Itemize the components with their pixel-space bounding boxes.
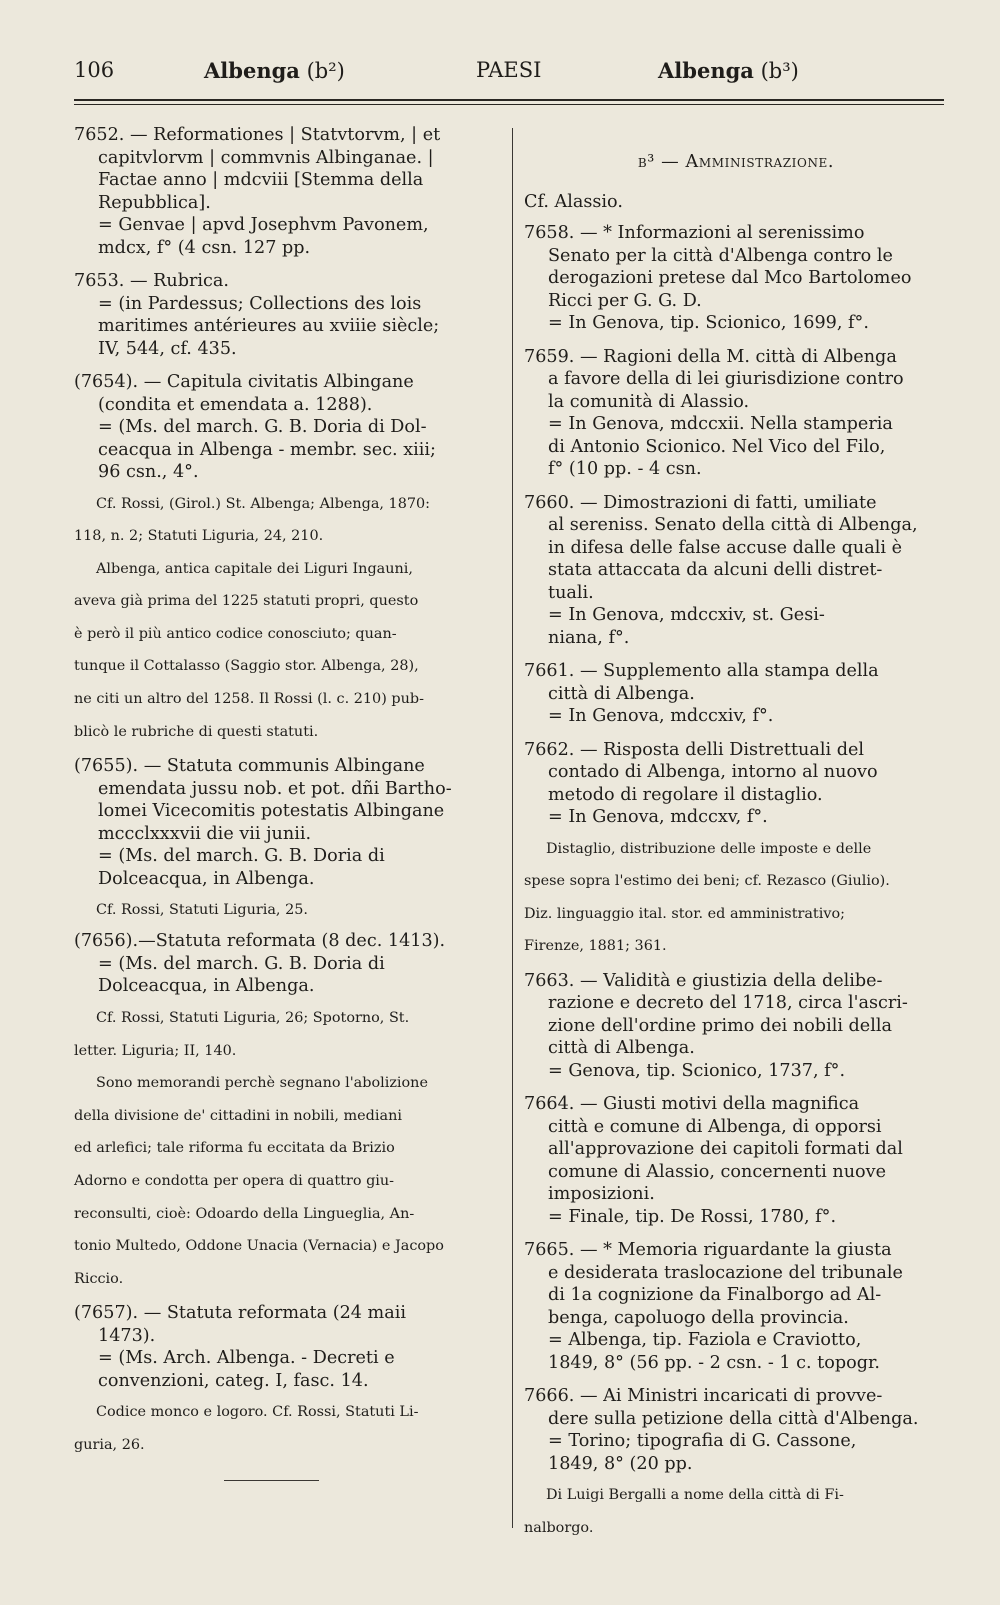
text-line: letter. Liguria; II, 140. bbox=[74, 1042, 237, 1059]
text-line: guria, 26. bbox=[74, 1436, 145, 1453]
text-line: Dolceacqua, in Albenga. bbox=[98, 868, 315, 889]
text-line: città di Albenga. bbox=[548, 1038, 695, 1059]
catalog-entry bbox=[524, 492, 948, 650]
catalog-entry bbox=[524, 1385, 948, 1475]
text-line: reconsulti, cioè: Odoardo della Lingueglia, An- bbox=[74, 1205, 415, 1222]
text-line: = (Ms. del march. G. B. Doria di Dol- bbox=[98, 417, 427, 437]
text-line: capitvlorvm | commvnis Albinganae. | bbox=[98, 147, 434, 168]
catalog-entry bbox=[74, 371, 498, 484]
header-rule-thick bbox=[74, 99, 944, 101]
catalog-entry bbox=[74, 270, 498, 360]
catalog-entry bbox=[524, 739, 948, 829]
column-divider bbox=[512, 128, 513, 1528]
text-line: = (Ms. del march. G. B. Doria di bbox=[98, 846, 385, 867]
text-line: Ricci per G. G. D. bbox=[548, 290, 702, 311]
text-line: mccclxxxvii die vii junii. bbox=[98, 823, 312, 844]
text-line: Distaglio, distribuzione delle imposte e delle bbox=[546, 840, 872, 857]
text-line: nalborgo. bbox=[524, 1519, 594, 1536]
commentary-note bbox=[524, 840, 948, 956]
text-line: Firenze, 1881; 361. bbox=[524, 938, 667, 955]
text-line: (condita et emendata a. 1288). bbox=[98, 394, 373, 415]
text-line: = Genvae | apvd Josephvm Pavonem, bbox=[98, 215, 429, 235]
text-line: dere sulla petizione della città d'Albenga. bbox=[548, 1408, 919, 1429]
text-line: di 1a cognizione da Finalborgo ad Al- bbox=[548, 1285, 882, 1306]
text-line: è però il più antico codice conosciuto; quan- bbox=[74, 625, 397, 642]
text-line: Dolceacqua, in Albenga. bbox=[98, 976, 315, 997]
text-line: Adorno e condotta per opera di quattro giu- bbox=[74, 1172, 395, 1189]
text-line: zione dell'ordine primo dei nobili della bbox=[548, 1015, 892, 1036]
text-line: f° (10 pp. - 4 csn. bbox=[548, 459, 702, 479]
text-line: = (Ms. del march. G. B. Doria di bbox=[98, 953, 385, 974]
text-line: Albenga, antica capitale dei Liguri Ingauni, bbox=[96, 560, 413, 577]
catalog-entry bbox=[524, 1093, 948, 1228]
text-line: e desiderata traslocazione del tribunale bbox=[548, 1262, 903, 1283]
left-column bbox=[74, 124, 498, 1481]
text-line: (7654). — Capitula civitatis Albingane bbox=[74, 372, 414, 392]
text-line: tonio Multedo, Oddone Unacia (Vernacia) e Jacopo bbox=[74, 1238, 444, 1255]
text-line: 118, n. 2; Statuti Liguria, 24, 210. bbox=[74, 528, 324, 545]
header-right-name: Albenga bbox=[658, 58, 754, 83]
catalog-entry bbox=[524, 222, 948, 335]
text-line: = Albenga, tip. Faziola e Craviotto, bbox=[548, 1330, 862, 1351]
commentary-note bbox=[524, 1486, 948, 1537]
text-line: Cf. Rossi, (Girol.) St. Albenga; Albenga, 1870: bbox=[96, 495, 431, 512]
text-line: della divisione de' cittadini in nobili, mediani bbox=[74, 1107, 402, 1124]
text-line: Factae anno | mdcviii [Stemma della bbox=[98, 170, 424, 190]
text-line: 7661. — Supplemento alla stampa della bbox=[524, 661, 879, 681]
text-line: (7657). — Statuta reformata (24 maii bbox=[74, 1303, 406, 1324]
text-line: all'approvazione dei capitoli formati dal bbox=[548, 1139, 903, 1160]
text-line: contado di Albenga, intorno al nuovo bbox=[548, 762, 878, 782]
text-line: comune di Alassio, concernenti nuove bbox=[548, 1161, 886, 1182]
text-line: maritimes antérieures au xviiie siècle; bbox=[98, 316, 440, 336]
text-line: 7664. — Giusti motivi della magnifica bbox=[524, 1094, 860, 1115]
text-line: = (Ms. Arch. Albenga. - Decreti e bbox=[98, 1348, 395, 1369]
text-line: 1849, 8° (20 pp. bbox=[548, 1453, 693, 1474]
text-line: Repubblica]. bbox=[98, 192, 211, 213]
text-line: 7666. — Ai Ministri incaricati di provve- bbox=[524, 1386, 883, 1407]
section-heading: b³ — Amministrazione. bbox=[637, 152, 835, 172]
text-line: Cf. Rossi, Statuti Liguria, 26; Spotorno, St. bbox=[96, 1009, 410, 1026]
catalog-entry bbox=[74, 124, 498, 259]
text-line: 7665. — * Memoria riguardante la giusta bbox=[524, 1240, 892, 1261]
text-line: 7658. — * Informazioni al serenissimo bbox=[524, 223, 865, 243]
catalog-entry bbox=[74, 1302, 498, 1392]
commentary-note bbox=[74, 495, 498, 546]
text-line: (7656).—Statuta reformata (8 dec. 1413). bbox=[74, 931, 446, 952]
text-line: tuali. bbox=[548, 582, 594, 603]
header-rule-thin bbox=[74, 104, 944, 105]
text-line: imposizioni. bbox=[548, 1184, 655, 1205]
text-line: spese sopra l'estimo dei beni; cf. Rezasco (Giulio). bbox=[524, 873, 890, 890]
text-line: IV, 544, cf. 435. bbox=[98, 338, 237, 359]
header-left-title bbox=[204, 58, 345, 83]
text-line: a favore della di lei giurisdizione contro bbox=[548, 369, 904, 389]
text-line: blicò le rubriche di questi statuti. bbox=[74, 723, 319, 740]
text-line: (7655). — Statuta communis Albingane bbox=[74, 756, 425, 777]
text-line: niana, f°. bbox=[548, 627, 630, 648]
text-line: = In Genova, mdccxii. Nella stamperia bbox=[548, 414, 893, 434]
text-line: Cf. Rossi, Statuti Liguria, 25. bbox=[96, 902, 308, 919]
text-line: 7653. — Rubrica. bbox=[74, 271, 229, 291]
header-right-sup: (b³) bbox=[760, 59, 799, 83]
catalog-entry bbox=[524, 346, 948, 481]
header-right-title bbox=[658, 58, 799, 83]
text-line: = In Genova, mdccxiv, f°. bbox=[548, 706, 774, 726]
text-line: 1849, 8° (56 pp. - 2 csn. - 1 c. topogr. bbox=[548, 1352, 881, 1373]
text-line: 7652. — Reformationes | Statvtorvm, | et bbox=[74, 125, 441, 145]
catalog-entry bbox=[524, 1239, 948, 1374]
text-line: razione e decreto del 1718, circa l'ascri- bbox=[548, 993, 908, 1014]
text-line: al sereniss. Senato della città di Albenga, bbox=[548, 515, 918, 535]
text-line: mdcx, f° (4 csn. 127 pp. bbox=[98, 237, 311, 258]
commentary-note bbox=[74, 1009, 498, 1060]
cross-reference: Cf. Alassio. bbox=[524, 192, 623, 212]
text-line: = Finale, tip. De Rossi, 1780, f°. bbox=[548, 1206, 837, 1227]
text-line: tunque il Cottalasso (Saggio stor. Albenga, 28), bbox=[74, 658, 419, 675]
text-line: Diz. linguaggio ital. stor. ed amministrativo; bbox=[524, 905, 845, 922]
text-line: la comunità di Alassio. bbox=[548, 391, 750, 412]
header-left-sup: (b²) bbox=[306, 59, 345, 83]
text-line: città e comune di Albenga, di opporsi bbox=[548, 1116, 882, 1137]
catalog-entry bbox=[524, 660, 948, 728]
text-line: in difesa delle false accuse dalle quali è bbox=[548, 537, 902, 558]
text-line: = (in Pardessus; Collections des lois bbox=[98, 293, 422, 314]
text-line: 7659. — Ragioni della M. città di Albenga bbox=[524, 346, 897, 367]
catalog-entry bbox=[74, 930, 498, 998]
text-line: = In Genova, mdccxv, f°. bbox=[548, 807, 768, 827]
header-left-name: Albenga bbox=[204, 58, 300, 83]
text-line: convenzioni, categ. I, fasc. 14. bbox=[98, 1370, 369, 1391]
header-center-title: PAESI bbox=[476, 58, 542, 82]
text-line: aveva già prima del 1225 statuti propri, questo bbox=[74, 593, 419, 610]
right-column bbox=[524, 124, 948, 1552]
text-line: città di Albenga. bbox=[548, 683, 695, 704]
text-line: = Genova, tip. Scionico, 1737, f°. bbox=[548, 1060, 846, 1081]
catalog-entry bbox=[524, 970, 948, 1083]
text-line: 7660. — Dimostrazioni di fatti, umiliate bbox=[524, 492, 877, 513]
text-line: derogazioni pretese dal Mco Bartolomeo bbox=[548, 268, 912, 288]
running-header bbox=[74, 58, 944, 94]
text-line: Sono memorandi perchè segnano l'abolizione bbox=[96, 1075, 428, 1092]
commentary-note bbox=[74, 560, 498, 741]
text-line: ed arlefici; tale riforma fu eccitata da Brizio bbox=[74, 1140, 395, 1157]
page-number: 106 bbox=[74, 58, 115, 82]
text-line: = Torino; tipografia di G. Cassone, bbox=[548, 1431, 857, 1452]
text-line: = In Genova, mdccxiv, st. Gesi- bbox=[548, 605, 825, 625]
text-line: Riccio. bbox=[74, 1270, 124, 1287]
text-line: di Antonio Scionico. Nel Vico del Filo, bbox=[548, 436, 886, 457]
catalog-entry bbox=[74, 755, 498, 890]
text-line: stata attaccata da alcuni delli distret- bbox=[548, 560, 883, 580]
text-line: metodo di regolare il distaglio. bbox=[548, 784, 823, 805]
text-line: Codice monco e logoro. Cf. Rossi, Statuti Li- bbox=[96, 1404, 419, 1421]
text-line: 1473). bbox=[98, 1325, 156, 1346]
text-line: emendata jussu nob. et pot. dñi Bartho- bbox=[98, 778, 452, 799]
text-line: Senato per la città d'Albenga contro le bbox=[548, 245, 893, 266]
text-line: = In Genova, tip. Scionico, 1699, f°. bbox=[548, 313, 869, 333]
text-line: ceacqua in Albenga - membr. sec. xiii; bbox=[98, 439, 436, 460]
text-line: 7663. — Validità e giustizia della delibe- bbox=[524, 970, 883, 991]
end-rule bbox=[224, 1480, 319, 1481]
commentary-note bbox=[74, 1403, 498, 1454]
right-column-entries bbox=[524, 222, 948, 1537]
text-line: 96 csn., 4°. bbox=[98, 462, 199, 482]
text-line: ne citi un altro del 1258. Il Rossi (l. c. 210) pub- bbox=[74, 691, 424, 708]
text-line: Di Luigi Bergalli a nome della città di Fi- bbox=[546, 1487, 844, 1504]
commentary-note bbox=[74, 901, 498, 919]
text-line: 7662. — Risposta delli Distrettuali del bbox=[524, 739, 864, 760]
text-line: lomei Vicecomitis potestatis Albingane bbox=[98, 801, 445, 822]
text-line: benga, capoluogo della provincia. bbox=[548, 1307, 849, 1328]
commentary-note bbox=[74, 1074, 498, 1288]
